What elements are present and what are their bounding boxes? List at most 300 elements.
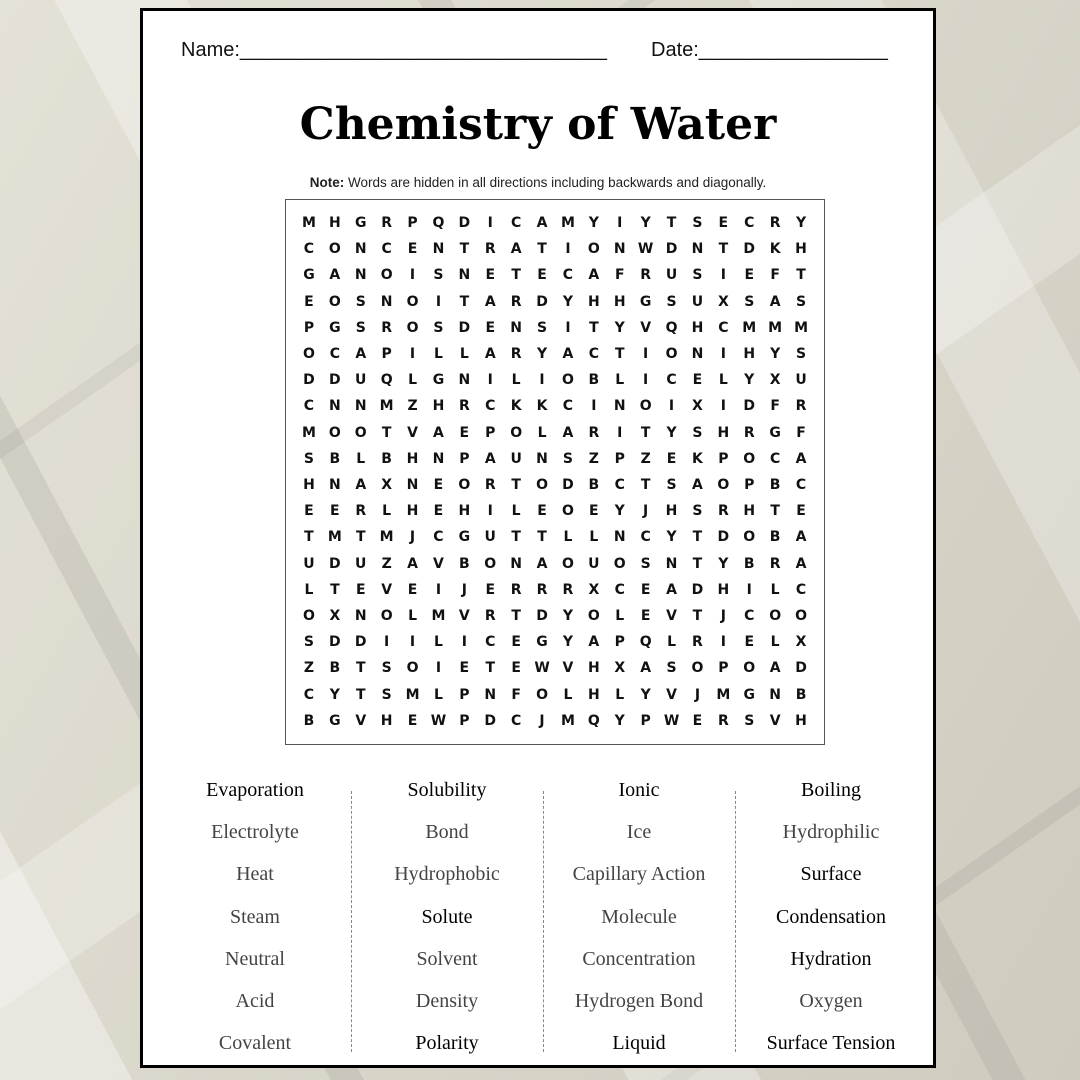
grid-letter[interactable]: B	[329, 660, 341, 677]
grid-letter[interactable]: N	[458, 267, 471, 284]
grid-letter[interactable]: Y	[614, 319, 625, 336]
grid-letter[interactable]: X	[795, 634, 807, 651]
grid-letter[interactable]: C	[666, 372, 677, 389]
grid-letter[interactable]: A	[536, 215, 548, 232]
grid-letter[interactable]: R	[381, 215, 393, 232]
grid-letter[interactable]: L	[408, 372, 417, 389]
grid-letter[interactable]: O	[302, 346, 315, 363]
grid-letter[interactable]: Y	[666, 424, 677, 441]
grid-letter[interactable]: I	[720, 398, 726, 415]
grid-letter[interactable]: B	[459, 555, 470, 572]
grid-letter[interactable]: R	[769, 215, 781, 232]
grid-letter[interactable]: M	[301, 424, 316, 441]
grid-letter[interactable]: A	[484, 346, 496, 363]
grid-letter[interactable]: J	[461, 581, 467, 598]
grid-letter[interactable]: H	[432, 398, 445, 415]
grid-letter[interactable]: S	[666, 477, 677, 494]
grid-letter[interactable]: X	[614, 660, 626, 677]
grid-letter[interactable]: I	[565, 319, 571, 336]
grid-letter[interactable]: A	[795, 529, 807, 546]
grid-letter[interactable]: S	[692, 215, 703, 232]
grid-letter[interactable]: P	[614, 634, 625, 651]
grid-letter[interactable]: T	[614, 346, 625, 363]
grid-letter[interactable]: T	[718, 241, 729, 258]
grid-letter[interactable]: E	[718, 215, 729, 232]
grid-letter[interactable]: S	[355, 319, 366, 336]
grid-letter[interactable]: H	[743, 503, 756, 520]
grid-letter[interactable]: E	[304, 503, 314, 520]
grid-letter[interactable]: L	[356, 450, 366, 467]
grid-letter[interactable]: H	[380, 712, 393, 729]
grid-letter[interactable]: U	[510, 450, 522, 467]
grid-letter[interactable]: E	[304, 293, 314, 310]
grid-letter[interactable]: F	[770, 267, 780, 284]
grid-letter[interactable]: E	[796, 503, 806, 520]
grid-letter[interactable]: N	[354, 608, 367, 625]
grid-letter[interactable]: N	[484, 686, 497, 703]
grid-letter[interactable]: T	[666, 215, 677, 232]
grid-letter[interactable]: R	[484, 608, 496, 625]
grid-letter[interactable]: X	[588, 581, 600, 598]
grid-letter[interactable]: T	[511, 267, 521, 284]
grid-letter[interactable]: N	[536, 450, 548, 467]
grid-letter[interactable]: E	[330, 503, 340, 520]
grid-letter[interactable]: P	[459, 686, 470, 703]
grid-letter[interactable]: E	[511, 660, 521, 677]
grid-letter[interactable]: L	[615, 686, 625, 703]
grid-letter[interactable]: O	[587, 241, 600, 258]
grid-letter[interactable]: V	[355, 712, 367, 729]
grid-letter[interactable]: I	[409, 634, 416, 651]
grid-letter[interactable]: M	[560, 712, 575, 729]
grid-letter[interactable]: Y	[666, 529, 677, 546]
grid-letter[interactable]: Z	[640, 450, 651, 467]
grid-letter[interactable]: S	[795, 346, 807, 363]
grid-letter[interactable]: T	[640, 424, 651, 441]
grid-letter[interactable]: V	[640, 319, 652, 336]
grid-letter[interactable]: S	[355, 293, 366, 310]
grid-letter[interactable]: D	[303, 372, 315, 389]
grid-letter[interactable]: R	[769, 555, 781, 572]
grid-letter[interactable]: C	[485, 634, 496, 651]
grid-letter[interactable]: Z	[381, 555, 392, 572]
grid-letter[interactable]: O	[484, 555, 497, 572]
grid-letter[interactable]: F	[614, 267, 625, 284]
grid-letter[interactable]: P	[718, 450, 729, 467]
grid-letter[interactable]: T	[640, 477, 651, 494]
grid-letter[interactable]: N	[354, 398, 367, 415]
grid-letter[interactable]: R	[692, 634, 703, 651]
grid-letter[interactable]: I	[384, 634, 390, 651]
grid-letter[interactable]: A	[562, 424, 574, 441]
grid-letter[interactable]: V	[666, 608, 677, 625]
grid-letter[interactable]: I	[487, 503, 493, 520]
grid-letter[interactable]: V	[381, 581, 393, 598]
grid-letter[interactable]: Y	[770, 346, 781, 363]
grid-letter[interactable]: L	[537, 424, 547, 441]
grid-letter[interactable]: A	[692, 477, 703, 494]
grid-letter[interactable]: B	[743, 555, 755, 572]
grid-letter[interactable]: S	[692, 503, 703, 520]
grid-letter[interactable]: R	[562, 581, 574, 598]
grid-letter[interactable]: A	[510, 241, 522, 258]
grid-letter[interactable]: Z	[303, 660, 315, 677]
grid-letter[interactable]: S	[381, 686, 392, 703]
grid-letter[interactable]: S	[795, 293, 807, 310]
grid-letter[interactable]: O	[743, 450, 756, 467]
grid-letter[interactable]: V	[769, 712, 781, 729]
grid-letter[interactable]: I	[409, 267, 416, 284]
grid-letter[interactable]: S	[640, 555, 651, 572]
grid-letter[interactable]: M	[405, 686, 420, 703]
grid-letter[interactable]: I	[643, 372, 649, 389]
grid-letter[interactable]: G	[432, 372, 445, 389]
grid-letter[interactable]: E	[744, 267, 755, 284]
grid-letter[interactable]: B	[588, 372, 600, 389]
grid-letter[interactable]: A	[795, 555, 807, 572]
grid-letter[interactable]: E	[485, 581, 496, 598]
grid-letter[interactable]: C	[562, 267, 574, 284]
grid-letter[interactable]: I	[487, 372, 493, 389]
grid-letter[interactable]: S	[433, 319, 444, 336]
grid-letter[interactable]: I	[409, 346, 416, 363]
grid-letter[interactable]: E	[485, 319, 496, 336]
grid-letter[interactable]: F	[770, 398, 780, 415]
grid-letter[interactable]: D	[458, 215, 471, 232]
grid-letter[interactable]: E	[692, 372, 703, 389]
grid-letter[interactable]: S	[303, 634, 314, 651]
grid-letter[interactable]: I	[668, 398, 675, 415]
grid-letter[interactable]: D	[458, 319, 471, 336]
grid-letter[interactable]: M	[768, 319, 783, 336]
grid-letter[interactable]: X	[692, 398, 703, 415]
grid-letter[interactable]: O	[665, 346, 678, 363]
grid-letter[interactable]: P	[407, 215, 418, 232]
grid-letter[interactable]: R	[717, 503, 729, 520]
grid-letter[interactable]: B	[769, 477, 781, 494]
grid-letter[interactable]: P	[381, 346, 392, 363]
grid-letter[interactable]: G	[303, 267, 315, 284]
grid-letter[interactable]: E	[485, 267, 496, 284]
grid-letter[interactable]: G	[536, 634, 548, 651]
grid-letter[interactable]: M	[379, 529, 394, 546]
grid-letter[interactable]: P	[640, 712, 651, 729]
grid-letter[interactable]: A	[484, 293, 496, 310]
grid-letter[interactable]: C	[433, 529, 444, 546]
grid-letter[interactable]: O	[458, 477, 471, 494]
grid-letter[interactable]: L	[304, 581, 314, 598]
grid-letter[interactable]: O	[510, 424, 523, 441]
grid-letter[interactable]: O	[328, 293, 341, 310]
grid-letter[interactable]: S	[744, 712, 755, 729]
grid-letter[interactable]: Q	[432, 215, 445, 232]
grid-letter[interactable]: U	[588, 555, 600, 572]
grid-letter[interactable]: N	[613, 398, 626, 415]
grid-letter[interactable]: A	[536, 555, 548, 572]
grid-letter[interactable]: R	[510, 581, 522, 598]
grid-letter[interactable]: G	[329, 319, 341, 336]
grid-letter[interactable]: W	[430, 712, 447, 729]
grid-letter[interactable]: I	[591, 398, 597, 415]
grid-letter[interactable]: K	[769, 241, 781, 258]
grid-letter[interactable]: T	[511, 608, 521, 625]
grid-letter[interactable]: E	[459, 660, 470, 677]
grid-letter[interactable]: T	[770, 503, 780, 520]
grid-letter[interactable]: R	[510, 293, 522, 310]
grid-letter[interactable]: H	[406, 450, 419, 467]
grid-letter[interactable]: D	[717, 529, 730, 546]
grid-letter[interactable]: O	[380, 267, 393, 284]
grid-letter[interactable]: V	[433, 555, 444, 572]
grid-letter[interactable]: B	[303, 712, 315, 729]
grid-letter[interactable]: C	[744, 215, 755, 232]
grid-letter[interactable]: G	[743, 686, 755, 703]
grid-letter[interactable]: T	[330, 581, 340, 598]
grid-letter[interactable]: O	[691, 660, 704, 677]
grid-letter[interactable]: O	[561, 555, 574, 572]
grid-letter[interactable]: Y	[562, 293, 573, 310]
grid-letter[interactable]: D	[691, 581, 704, 598]
grid-letter[interactable]: C	[562, 398, 574, 415]
grid-letter[interactable]: S	[666, 293, 677, 310]
grid-letter[interactable]: J	[539, 712, 545, 729]
grid-letter[interactable]: C	[303, 686, 315, 703]
grid-letter[interactable]: S	[303, 450, 314, 467]
grid-letter[interactable]: A	[795, 450, 807, 467]
grid-letter[interactable]: I	[435, 293, 442, 310]
grid-letter[interactable]: C	[614, 581, 625, 598]
grid-letter[interactable]: S	[433, 267, 444, 284]
grid-letter[interactable]: S	[692, 267, 703, 284]
grid-letter[interactable]: C	[718, 319, 729, 336]
grid-letter[interactable]: M	[560, 215, 575, 232]
grid-letter[interactable]: T	[381, 424, 392, 441]
grid-letter[interactable]: Z	[407, 398, 418, 415]
grid-letter[interactable]: G	[769, 424, 781, 441]
grid-letter[interactable]: E	[537, 267, 547, 284]
grid-letter[interactable]: O	[354, 424, 367, 441]
grid-letter[interactable]: N	[380, 293, 393, 310]
grid-letter[interactable]: J	[409, 529, 416, 546]
grid-letter[interactable]: I	[720, 634, 726, 651]
grid-letter[interactable]: R	[458, 398, 470, 415]
grid-letter[interactable]: H	[795, 241, 807, 258]
grid-letter[interactable]: N	[510, 555, 522, 572]
grid-letter[interactable]: M	[742, 319, 757, 336]
grid-letter[interactable]: A	[355, 346, 367, 363]
grid-letter[interactable]: R	[484, 477, 496, 494]
grid-letter[interactable]: H	[717, 581, 730, 598]
grid-letter[interactable]: V	[666, 686, 677, 703]
grid-letter[interactable]: A	[329, 267, 341, 284]
grid-letter[interactable]: O	[613, 555, 626, 572]
grid-letter[interactable]: N	[432, 450, 445, 467]
grid-letter[interactable]: T	[355, 529, 366, 546]
grid-letter[interactable]: H	[795, 712, 807, 729]
grid-letter[interactable]: V	[458, 608, 470, 625]
grid-letter[interactable]: R	[484, 241, 496, 258]
grid-letter[interactable]: I	[720, 346, 726, 363]
grid-letter[interactable]: L	[589, 529, 599, 546]
grid-letter[interactable]: L	[382, 503, 392, 520]
grid-letter[interactable]: L	[511, 503, 521, 520]
grid-letter[interactable]: D	[665, 241, 678, 258]
grid-letter[interactable]: N	[458, 372, 471, 389]
grid-letter[interactable]: E	[407, 712, 418, 729]
grid-letter[interactable]: R	[640, 267, 652, 284]
grid-letter[interactable]: W	[663, 712, 680, 729]
grid-letter[interactable]: Q	[380, 372, 393, 389]
grid-letter[interactable]: C	[485, 398, 496, 415]
grid-letter[interactable]: L	[459, 346, 469, 363]
grid-letter[interactable]: T	[355, 686, 366, 703]
grid-letter[interactable]: U	[355, 555, 367, 572]
grid-letter[interactable]: R	[743, 424, 755, 441]
grid-letter[interactable]: Y	[588, 215, 599, 232]
grid-letter[interactable]: T	[692, 555, 703, 572]
grid-letter[interactable]: G	[639, 293, 652, 310]
grid-letter[interactable]: O	[328, 424, 341, 441]
grid-letter[interactable]: I	[435, 581, 442, 598]
grid-letter[interactable]: Q	[587, 712, 600, 729]
grid-letter[interactable]: C	[303, 241, 315, 258]
grid-letter[interactable]: L	[433, 634, 443, 651]
grid-letter[interactable]: O	[406, 660, 419, 677]
grid-letter[interactable]: K	[510, 398, 522, 415]
grid-letter[interactable]: Y	[795, 215, 807, 232]
grid-letter[interactable]: Y	[718, 555, 729, 572]
grid-letter[interactable]: C	[381, 241, 392, 258]
grid-letter[interactable]: C	[511, 215, 522, 232]
grid-letter[interactable]: U	[355, 372, 367, 389]
grid-letter[interactable]: T	[589, 319, 599, 336]
grid-letter[interactable]: T	[692, 529, 703, 546]
grid-letter[interactable]: X	[769, 372, 781, 389]
grid-letter[interactable]: L	[718, 372, 728, 389]
grid-letter[interactable]: J	[643, 503, 649, 520]
grid-letter[interactable]: S	[666, 660, 677, 677]
grid-letter[interactable]: A	[433, 424, 444, 441]
grid-letter[interactable]: C	[588, 346, 599, 363]
grid-letter[interactable]: I	[435, 660, 442, 677]
grid-letter[interactable]: L	[615, 608, 625, 625]
grid-letter[interactable]: F	[511, 686, 521, 703]
grid-letter[interactable]: E	[589, 503, 599, 520]
grid-letter[interactable]: T	[537, 241, 547, 258]
grid-letter[interactable]: G	[354, 215, 367, 232]
grid-letter[interactable]: N	[691, 346, 704, 363]
grid-letter[interactable]: A	[640, 660, 652, 677]
grid-letter[interactable]: A	[769, 660, 781, 677]
grid-letter[interactable]: N	[328, 477, 341, 494]
grid-letter[interactable]: K	[536, 398, 548, 415]
grid-letter[interactable]: R	[536, 581, 548, 598]
grid-letter[interactable]: L	[563, 686, 573, 703]
grid-letter[interactable]: A	[484, 450, 496, 467]
grid-letter[interactable]: D	[536, 293, 548, 310]
grid-letter[interactable]: A	[588, 634, 600, 651]
grid-letter[interactable]: L	[433, 686, 443, 703]
grid-letter[interactable]: E	[640, 608, 651, 625]
grid-letter[interactable]: G	[458, 529, 471, 546]
grid-letter[interactable]: O	[536, 477, 548, 494]
grid-letter[interactable]: M	[301, 215, 316, 232]
grid-letter[interactable]: T	[459, 241, 470, 258]
grid-letter[interactable]: M	[431, 608, 446, 625]
grid-letter[interactable]: D	[562, 477, 574, 494]
grid-letter[interactable]: E	[511, 634, 521, 651]
grid-letter[interactable]: U	[665, 267, 678, 284]
grid-letter[interactable]: W	[637, 241, 654, 258]
grid-letter[interactable]: O	[302, 608, 315, 625]
grid-letter[interactable]: L	[615, 372, 625, 389]
grid-letter[interactable]: D	[354, 634, 367, 651]
grid-letter[interactable]: U	[691, 293, 704, 310]
grid-letter[interactable]: Q	[665, 319, 678, 336]
grid-letter[interactable]: D	[743, 398, 756, 415]
grid-letter[interactable]: N	[354, 267, 367, 284]
grid-letter[interactable]: F	[796, 424, 806, 441]
grid-letter[interactable]: T	[459, 293, 470, 310]
grid-letter[interactable]: G	[329, 712, 341, 729]
grid-letter[interactable]: O	[380, 608, 393, 625]
grid-letter[interactable]: C	[329, 346, 340, 363]
grid-letter[interactable]: O	[587, 608, 600, 625]
grid-letter[interactable]: T	[485, 660, 496, 677]
grid-letter[interactable]: N	[406, 477, 419, 494]
grid-letter[interactable]: S	[692, 424, 703, 441]
grid-letter[interactable]: E	[355, 581, 366, 598]
grid-letter[interactable]: N	[613, 529, 626, 546]
grid-letter[interactable]: O	[717, 477, 730, 494]
grid-letter[interactable]: A	[355, 477, 367, 494]
grid-letter[interactable]: E	[692, 712, 703, 729]
grid-letter[interactable]: A	[407, 555, 418, 572]
grid-letter[interactable]: H	[613, 293, 626, 310]
grid-letter[interactable]: I	[617, 424, 623, 441]
grid-letter[interactable]: T	[511, 529, 521, 546]
grid-letter[interactable]: C	[795, 477, 807, 494]
grid-letter[interactable]: O	[536, 686, 548, 703]
grid-letter[interactable]: E	[407, 581, 418, 598]
grid-letter[interactable]: A	[588, 267, 600, 284]
grid-letter[interactable]: O	[769, 608, 782, 625]
grid-letter[interactable]: I	[746, 581, 752, 598]
grid-letter[interactable]: Y	[562, 608, 573, 625]
grid-letter[interactable]: X	[381, 477, 393, 494]
grid-letter[interactable]: S	[381, 660, 392, 677]
grid-letter[interactable]: D	[743, 241, 756, 258]
grid-letter[interactable]: D	[484, 712, 497, 729]
grid-letter[interactable]: B	[381, 450, 392, 467]
grid-letter[interactable]: Y	[614, 712, 625, 729]
grid-letter[interactable]: C	[511, 712, 522, 729]
grid-letter[interactable]: Y	[562, 634, 573, 651]
grid-letter[interactable]: T	[511, 477, 521, 494]
grid-letter[interactable]: L	[433, 346, 443, 363]
grid-letter[interactable]: N	[691, 241, 704, 258]
grid-letter[interactable]: H	[458, 503, 471, 520]
grid-letter[interactable]: R	[795, 398, 807, 415]
grid-letter[interactable]: E	[744, 634, 755, 651]
grid-letter[interactable]: X	[717, 293, 729, 310]
grid-letter[interactable]: D	[329, 634, 341, 651]
grid-letter[interactable]: E	[433, 503, 444, 520]
grid-letter[interactable]: P	[459, 450, 470, 467]
grid-letter[interactable]: E	[433, 477, 444, 494]
grid-letter[interactable]: R	[717, 712, 729, 729]
grid-letter[interactable]: X	[329, 608, 341, 625]
